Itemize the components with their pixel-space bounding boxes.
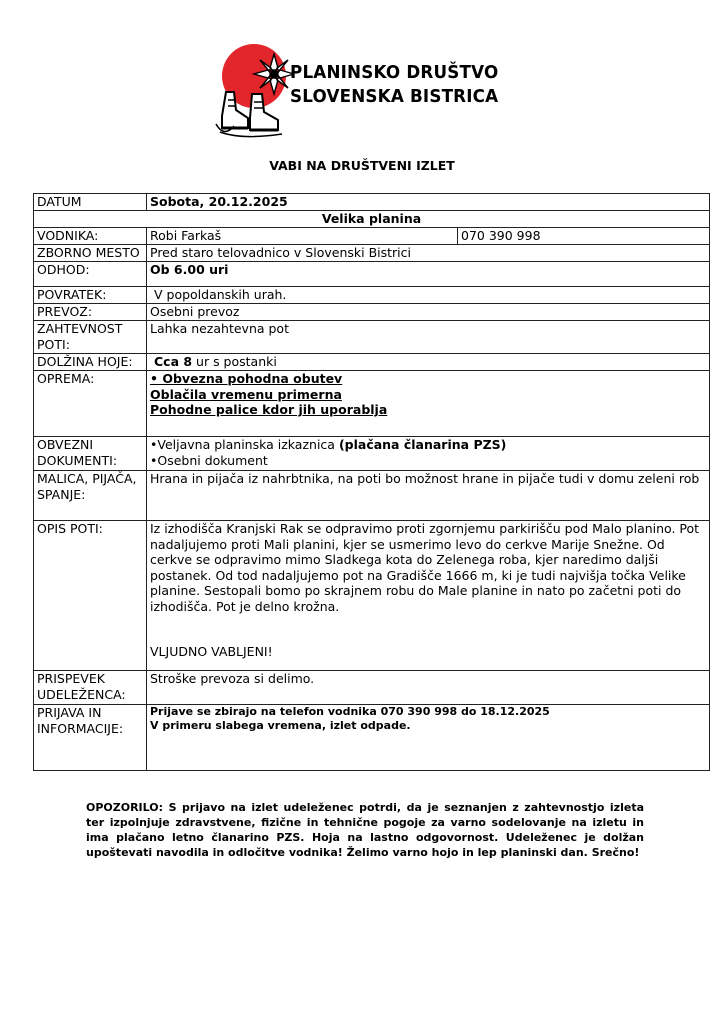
row-prijava [34, 705, 710, 771]
zborno-label: ZBORNO MESTO [34, 245, 147, 262]
prispevek-label: PRISPEVEK UDELEŽENCA: [34, 671, 147, 705]
row-zahtevnost [34, 321, 710, 354]
dolzina-hours: Cca 8 [153, 354, 193, 369]
page-title: VABI NA DRUŠTVENI IZLET [269, 158, 455, 173]
dolzina-label: DOLŽINA HOJE: [34, 354, 147, 371]
dokumenti-item-1-bold: (plačana članarina PZS) [338, 437, 507, 452]
row-zborno-mesto [34, 245, 710, 262]
odhod-value: Ob 6.00 uri [147, 262, 710, 287]
row-povratek [34, 287, 710, 304]
prijava-line-1: Prijave se zbirajo na telefon vodnika 070 390 998 do 18.12.2025 [150, 705, 550, 718]
row-oprema [34, 371, 710, 437]
oprema-item-1: • Obvezna pohodna obutev [150, 371, 343, 386]
dokumenti-item-2: •Osebni dokument [150, 452, 268, 468]
warning-notice: OPOZORILO: S prijavo na izlet udeleženec potrdi, da je seznanjen z zahtevnostjo izleta ter izpolnjuje zdravstvene, fizične in tehnične pogoje za varno sodelovanje na izletu in ima plačano letno članarino PZS. Hoja na lastno odgovornost. Udeleženec je dolžan upoštevati navodila in odločitve vodnika! Želimo varno hojo in lep planinski dan. Srečno! [86, 801, 644, 859]
dokumenti-label: OBVEZNI DOKUMENTI: [34, 437, 147, 471]
zahtevnost-label: ZAHTEVNOST POTI: [34, 321, 147, 354]
row-destination [34, 211, 710, 228]
malica-value: Hrana in pijača iz nahrbtnika, na poti bo možnost hrane in pijače tudi v domu zeleni rob [147, 471, 710, 521]
dokumenti-item-1 [150, 437, 706, 453]
odhod-label: ODHOD: [34, 262, 147, 287]
opis-value: Iz izhodišča Kranjski Rak se odpravimo proti zgornjemu parkirišču pod Malo planino. Pot nadaljujemo proti Mali planini, kjer se usmerimo levo do cerkve Marije Snežne. Od cerkve se odpravimo mimo Sladkega kota do Zelenega roba, kjer naredimo daljši postanek. Od tod nadaljujemo pot na Gradišče 1666 m, ki je tudi najvišja točka Velike planine. Sestopali bomo po skrajnem robu do Male planine in nato po začetni poti do izhodišča. Pot je delno krožna. [150, 521, 700, 614]
povratek-value [147, 287, 710, 304]
dolzina-rest: ur s postanki [192, 354, 277, 369]
dolzina-value [147, 354, 710, 371]
prevoz-label: PREVOZ: [34, 304, 147, 321]
prijava-line-2: V primeru slabega vremena, izlet odpade. [150, 719, 411, 732]
dokumenti-list [147, 437, 710, 471]
row-odhod [34, 262, 710, 287]
zborno-value: Pred staro telovadnico v Slovenski Bistrici [147, 245, 710, 262]
org-name-line2: SLOVENSKA BISTRICA [290, 86, 499, 107]
oprema-item-2: Oblačila vremenu primerna [150, 386, 342, 402]
row-opis [34, 521, 710, 671]
zahtevnost-value: Lahka nezahtevna pot [147, 321, 710, 354]
prevoz-value: Osebni prevoz [147, 304, 710, 321]
malica-label: MALICA, PIJAČA, SPANJE: [34, 471, 147, 521]
datum-label: DATUM [34, 194, 147, 211]
povratek-text: V popoldanskih urah. [153, 287, 287, 302]
row-prevoz [34, 304, 710, 321]
oprema-label: OPREMA: [34, 371, 147, 437]
row-malica [34, 471, 710, 521]
vabljeni-text: VLJUDNO VABLJENI! [150, 644, 273, 659]
dokumenti-item-1-text: •Veljavna planinska izkaznica [150, 437, 339, 452]
povratek-label: POVRATEK: [34, 287, 147, 304]
row-vodnika [34, 228, 710, 245]
vodnika-label: VODNIKA: [34, 228, 147, 245]
row-dolzina [34, 354, 710, 371]
club-logo [212, 40, 512, 142]
row-dokumenti [34, 437, 710, 471]
oprema-item-3: Pohodne palice kdor jih uporablja [150, 402, 388, 417]
datum-value: Sobota, 20.12.2025 [147, 194, 710, 211]
opis-label: OPIS POTI: [34, 521, 147, 671]
opis-cell [147, 521, 710, 671]
prijava-cell [147, 705, 710, 771]
trip-info-table [33, 193, 710, 771]
prispevek-value: Stroške prevoza si delimo. [147, 671, 710, 705]
vodnika-value: Robi Farkaš [147, 228, 458, 245]
destination: Velika planina [34, 211, 710, 228]
prijava-label: PRIJAVA IN INFORMACIJE: [34, 705, 147, 771]
oprema-list [147, 371, 710, 437]
org-name-line1: PLANINSKO DRUŠTVO [290, 62, 499, 83]
edelweiss-mountain-boots-logo-icon [212, 40, 292, 142]
row-datum [34, 194, 710, 211]
vodnika-phone: 070 390 998 [458, 228, 710, 245]
row-prispevek [34, 671, 710, 705]
